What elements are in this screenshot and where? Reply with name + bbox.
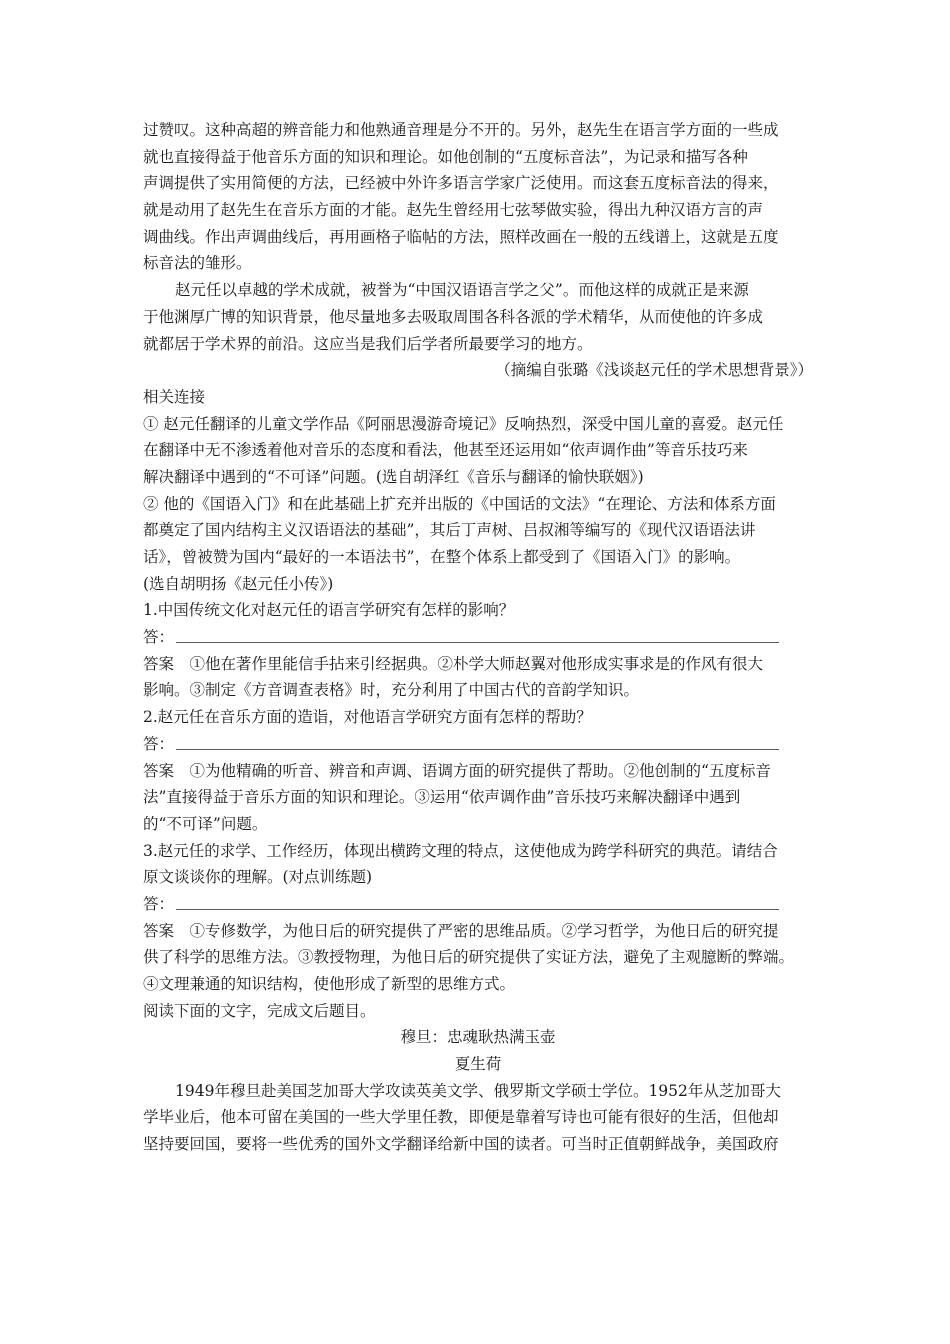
article-author: 夏生荷 <box>454 1055 502 1074</box>
answer-text: 答案 ①专修数学，为他日后的研究提供了严密的思维品质。②学习哲学，为他日后的研究提 <box>143 921 779 940</box>
answer-blank-line[interactable] <box>176 642 779 643</box>
question-text: 1.中国传统文化对赵元任的语言学研究有怎样的影响？ <box>143 601 515 620</box>
answer-text: 法”直接得益于音乐方面的知识和理论。③运用“依声调作曲”音乐技巧来解决翻译中遇到 <box>143 788 741 807</box>
related-item-1 <box>143 411 813 491</box>
article-body <box>143 1078 813 1158</box>
paragraph-musical-talent <box>143 117 813 277</box>
text-line: 就是动用了赵先生在音乐方面的才能。赵先生曾经用七弦琴做实验，得出九种汉语方言的声 <box>143 201 764 220</box>
text-line: 解决翻译中遇到的“不可译”问题。(选自胡泽红《音乐与翻译的愉快联姻》) <box>143 467 644 486</box>
text-line: ① 赵元任翻译的儿童文学作品《阿丽思漫游奇境记》反响热烈，深受中国儿童的喜爱。赵元任 <box>143 414 784 433</box>
article-title: 穆旦：忠魂耿热满玉壶 <box>400 1028 556 1047</box>
answer-text: 供了科学的思维方法。③教授物理，为他日后的研究提供了实证方法，避免了主观臆断的弊端。 <box>143 948 795 967</box>
answer-text: 答案 ①他在著作里能信手拈来引经据典。②朴学大师赵翼对他形成实事求是的作风有很大 <box>143 654 764 673</box>
question-block-3 <box>143 838 813 998</box>
answer-blank-line[interactable] <box>176 749 779 750</box>
text-line: 在翻译中无不渗透着他对音乐的态度和看法，他甚至还运用如“依声调作曲”等音乐技巧来 <box>143 441 748 460</box>
question-text: 3.赵元任的求学、工作经历，体现出横跨文理的特点，这使他成为跨学科研究的典范。请结合 <box>143 841 778 860</box>
paragraph-conclusion <box>143 277 813 357</box>
answer-label: 答： <box>143 628 175 647</box>
text-line: 1949年穆旦赴美国芝加哥大学攻读英美文学、俄罗斯文学硕士学位。1952年从芝加哥大 <box>175 1081 781 1100</box>
question-text: 2.赵元任在音乐方面的造诣，对他语言学研究方面有怎样的帮助？ <box>143 708 592 727</box>
text-line: 于他渊厚广博的知识背景，他尽量地多去吸取周围各科各派的学术精华，从而使他的许多成 <box>143 307 764 326</box>
source-citation: （摘编自张璐《浅谈赵元任的学术思想背景》） <box>495 361 813 380</box>
text-line: 标音法的雏形。 <box>143 254 252 273</box>
text-line: 声调提供了实用简便的方法，已经被中外许多语言学家广泛使用。而这套五度标音法的得来， <box>143 174 779 193</box>
text-line: 学毕业后，他本可留在美国的一些大学里任教，即便是靠着写诗也可能有很好的生活，但他却 <box>143 1108 779 1127</box>
answer-text: 影响。③制定《方音调查表格》时，充分利用了中国古代的音韵学知识。 <box>143 681 640 700</box>
text-line: 就也直接得益于他音乐方面的知识和理论。如他创制的“五度标音法”，为记录和描写各种 <box>143 147 748 166</box>
related-item-2 <box>143 491 813 598</box>
text-line: (选自胡明扬《赵元任小传》) <box>143 574 334 593</box>
text-line: 赵元任以卓越的学术成就，被誉为“中国汉语语言学之父”。而他这样的成就正是来源 <box>175 281 749 300</box>
text-line: 就都居于学术界的前沿。这应当是我们后学者所最要学习的地方。 <box>143 334 593 353</box>
answer-text: 答案 ①为他精确的听音、辨音和声调、语调方面的研究提供了帮助。②他创制的“五度标音 <box>143 761 771 780</box>
related-links-heading: 相关连接 <box>143 387 206 406</box>
answer-blank-line[interactable] <box>176 909 779 910</box>
question-text: 原文谈谈你的理解。(对点训练题) <box>143 868 373 887</box>
text-line: ② 他的《国语入门》和在此基础上扩充并出版的《中国话的文法》“在理论、方法和体系方面 <box>143 494 776 513</box>
answer-field[interactable] <box>143 891 813 918</box>
question-block-1 <box>143 597 813 704</box>
answer-label: 答： <box>143 734 175 753</box>
question-block-2 <box>143 704 813 837</box>
answer-text: ④文理兼通的知识结构，使他形成了新型的思维方式。 <box>143 975 516 993</box>
text-line: 调曲线。作出声调曲线后，再用画格子临帖的方法，照样改画在一般的五线谱上，这就是五度 <box>143 227 779 246</box>
reading-instruction: 阅读下面的文字，完成文后题目。 <box>143 1001 376 1020</box>
answer-text: 的“不可译”问题。 <box>143 814 268 833</box>
text-line: 话》，曾被赞为国内“最好的一本语法书”，在整个体系上都受到了《国语入门》的影响。 <box>143 548 741 566</box>
text-line: 都奠定了国内结构主义汉语语法的基础”，其后丁声树、吕叔湘等编写的《现代汉语语法讲 <box>143 521 756 540</box>
document-content <box>143 117 813 1158</box>
answer-field[interactable] <box>143 624 813 651</box>
answer-field[interactable] <box>143 731 813 758</box>
text-line: 坚持要回国，要将一些优秀的国外文学翻译给新中国的读者。可当时正值朝鲜战争，美国政府 <box>143 1135 779 1154</box>
answer-label: 答： <box>143 894 175 913</box>
text-line: 过赞叹。这种高超的辨音能力和他熟通音理是分不开的。另外，赵先生在语言学方面的一些成 <box>143 121 779 139</box>
